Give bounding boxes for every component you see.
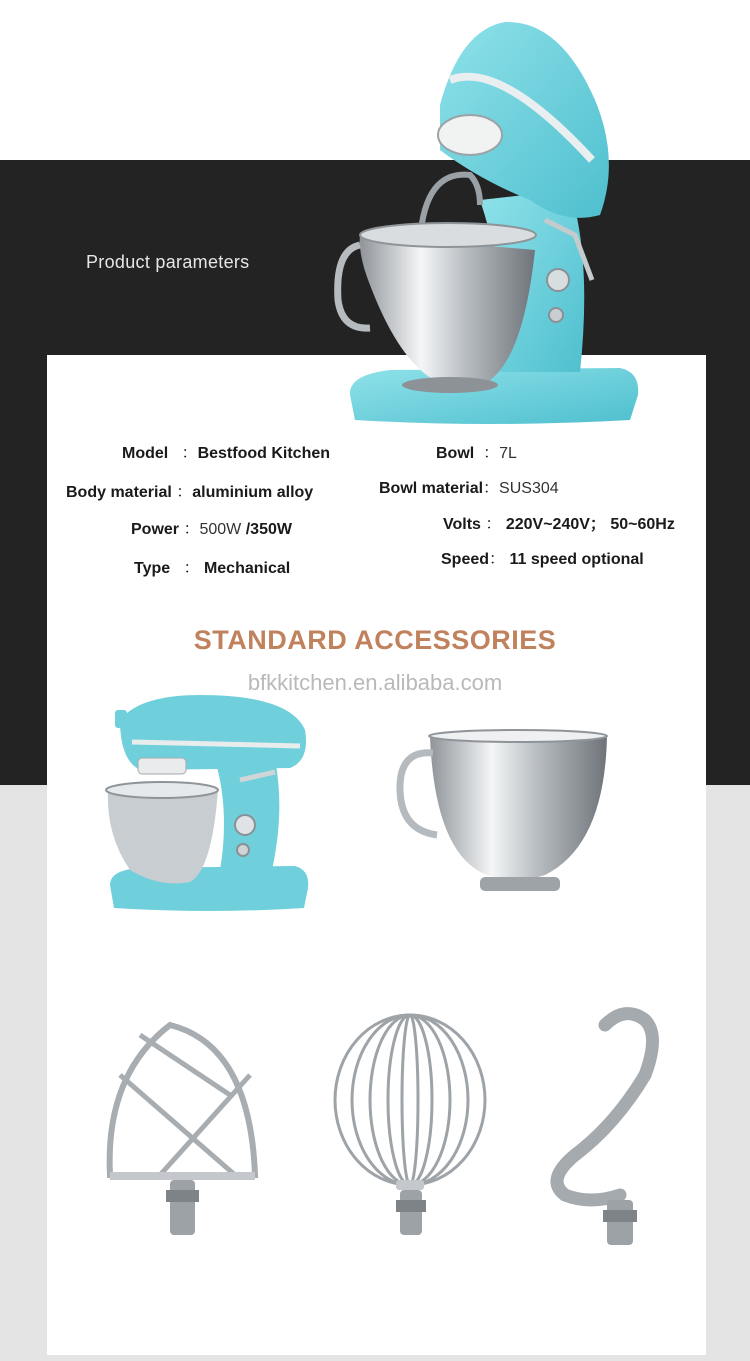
param-type-label: Type <box>134 560 171 577</box>
param-bowl-value: 7L <box>499 445 517 462</box>
param-power: Power ：500W /350W <box>131 521 292 538</box>
param-bowl-material-label: Bowl material <box>379 480 484 497</box>
param-speed-value: 11 speed optional <box>509 551 644 568</box>
param-speed: Speed： 11 speed optional <box>441 551 644 568</box>
param-bowl-material-value: SUS304 <box>499 480 559 497</box>
param-model: Model ：Bestfood Kitchen <box>122 445 331 462</box>
param-body-material: Body material ：aluminium alloy <box>66 484 314 501</box>
param-body-material-value: aluminium alloy <box>192 484 314 501</box>
param-power-label: Power <box>131 521 180 538</box>
param-volts-value: 220V~240V； 50~60Hz <box>505 516 675 533</box>
section-label: Product parameters <box>86 252 250 272</box>
param-bowl-material: Bowl material：SUS304 <box>379 480 559 497</box>
param-volts-label: Volts <box>443 516 481 533</box>
watermark: bfkkitchen.en.alibaba.com <box>247 670 503 695</box>
param-bowl: Bowl ：7L <box>436 445 517 462</box>
stand-mixer-hero-image <box>330 10 650 430</box>
stainless-bowl-image <box>395 725 610 900</box>
dough-hook-image <box>535 1005 665 1250</box>
flat-beater-image <box>100 1015 265 1245</box>
stand-mixer-image <box>100 690 315 915</box>
param-type-value: Mechanical <box>203 560 291 577</box>
param-model-value: Bestfood Kitchen <box>197 445 331 462</box>
wire-whisk-image <box>330 1010 490 1240</box>
param-power-value-alt: /350W <box>245 521 292 538</box>
param-body-material-label: Body material <box>66 484 172 501</box>
accessories-title: STANDARD ACCESSORIES <box>193 625 557 655</box>
param-type: Type ： Mechanical <box>134 560 291 577</box>
param-bowl-label: Bowl <box>436 445 475 462</box>
param-speed-label: Speed <box>441 551 490 568</box>
param-power-value: 500W <box>199 521 242 538</box>
param-model-label: Model <box>122 445 169 462</box>
param-volts: Volts ： 220V~240V； 50~60Hz <box>443 516 675 533</box>
